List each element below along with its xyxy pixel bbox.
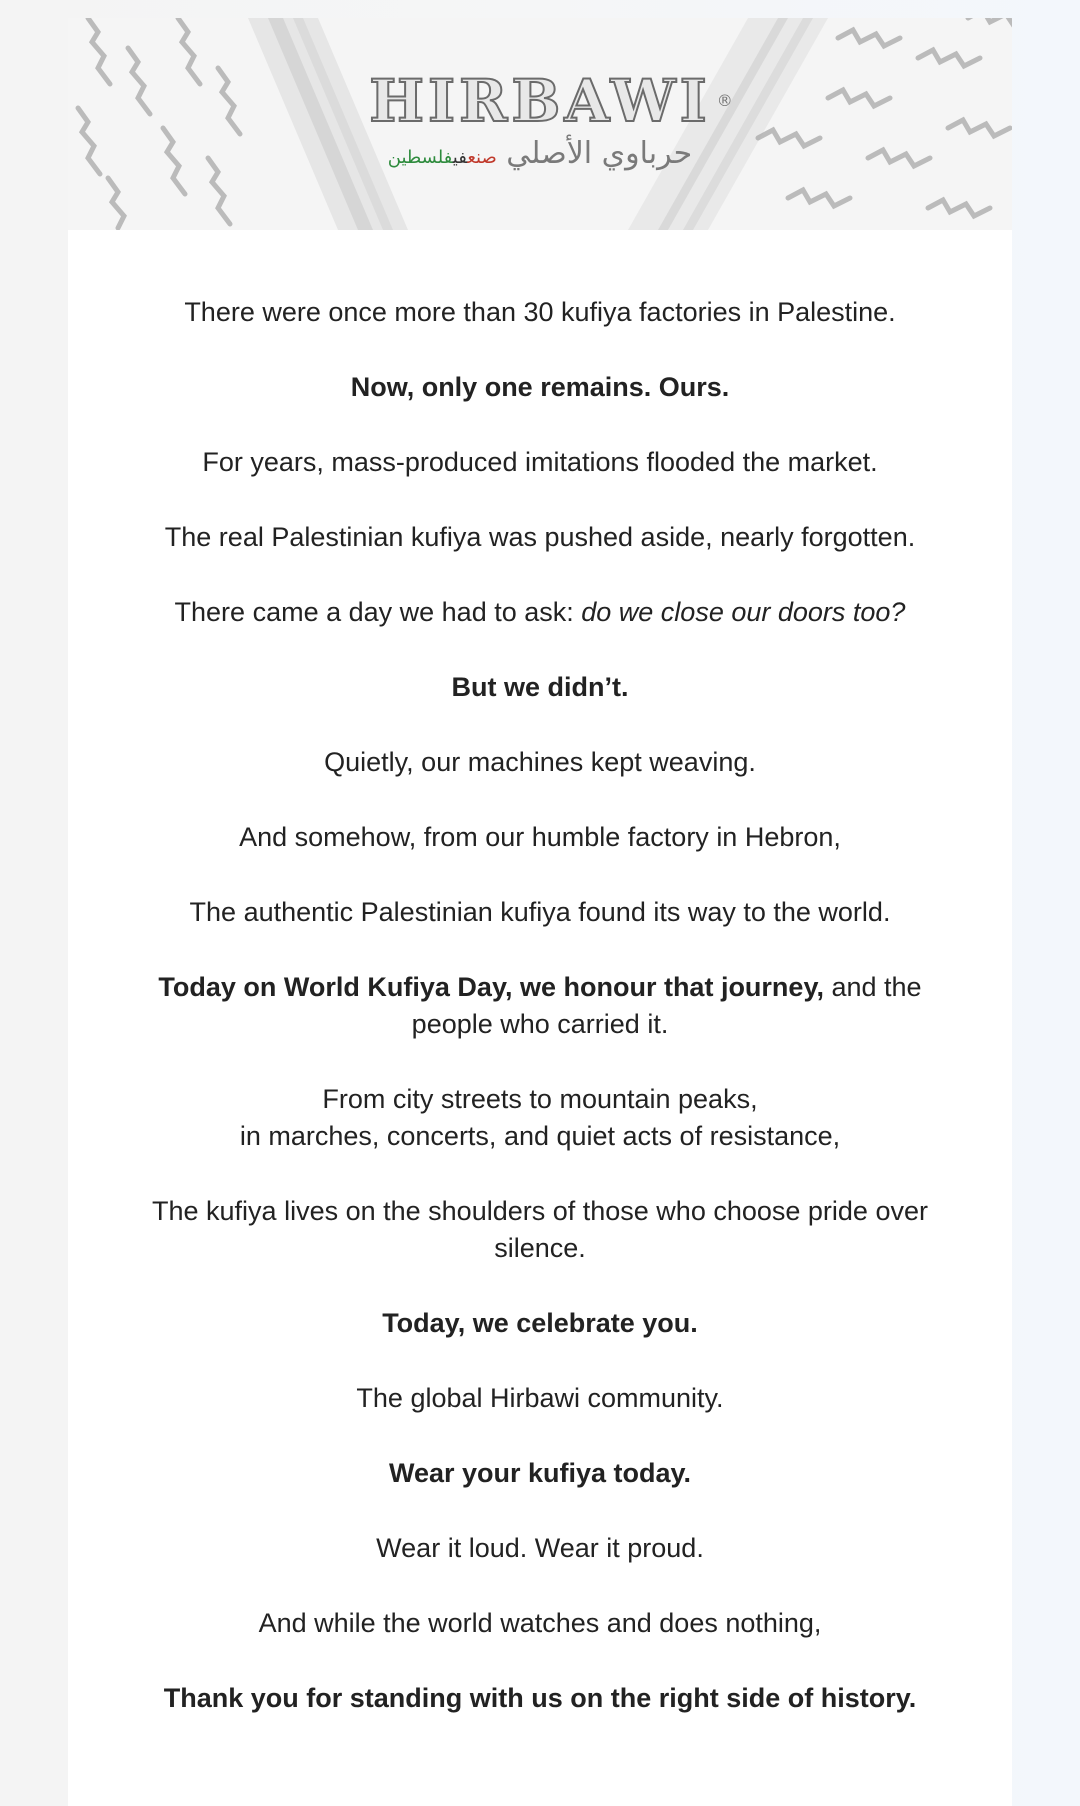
paragraph-wear-kufiya: Wear your kufiya today. [388, 1458, 692, 1488]
arabic-country-label: فلسطين [387, 147, 453, 168]
paragraph-pushed-aside: The real Palestinian kufiya was pushed aside, nearly forgotten. [164, 522, 916, 552]
paragraph-machines: Quietly, our machines kept weaving. [324, 747, 756, 777]
brand-logo [68, 67, 1012, 178]
city-streets-line1: From city streets to mountain peaks, [322, 1084, 758, 1114]
paragraph-wear-loud: Wear it loud. Wear it proud. [376, 1533, 704, 1563]
city-streets-line2: in marches, concerts, and quiet acts of resistance, [239, 1121, 841, 1151]
arabic-brand-name: حرباوي الأصلي [506, 136, 693, 171]
logo-text: HIRBAWI [369, 67, 711, 135]
paragraph-imitations: For years, mass-produced imitations flooded the market. [202, 447, 878, 477]
paragraph-hebron: And somehow, from our humble factory in Hebron, [239, 822, 841, 852]
email-body [68, 230, 1012, 1717]
header-banner [68, 18, 1012, 230]
paragraph-world-watches: And while the world watches and does nothing, [258, 1608, 822, 1638]
registered-mark: ® [716, 91, 733, 110]
paragraph-community: The global Hirbawi community. [356, 1383, 724, 1413]
logo-arabic-tagline [68, 134, 1012, 178]
close-doors-text: There came a day we had to ask: [174, 597, 582, 627]
paragraph-close-doors [150, 594, 930, 631]
world-kufiya-day-text: and the people who carried it. [411, 972, 922, 1039]
paragraph-thank-you: Thank you for standing with us on the right side of history. [163, 1683, 917, 1713]
paragraph-shoulders: The kufiya lives on the shoulders of those who choose pride over silence. [152, 1196, 928, 1263]
email-container [68, 18, 1012, 1806]
paragraph-authentic-kufiya: The authentic Palestinian kufiya found its way to the world. [189, 897, 891, 927]
logo-wordmark [369, 67, 733, 135]
world-kufiya-day-bold: Today on World Kufiya Day, we honour that journey, [158, 972, 824, 1002]
paragraph-factories: There were once more than 30 kufiya factories in Palestine. [184, 297, 896, 327]
arabic-made-label: صنع [467, 147, 497, 168]
close-doors-question: do we close our doors too? [581, 597, 906, 627]
paragraph-celebrate: Today, we celebrate you. [382, 1308, 698, 1338]
paragraph-city-streets [150, 1081, 930, 1155]
paragraph-one-remains: Now, only one remains. Ours. [350, 372, 730, 402]
paragraph-we-didnt: But we didn’t. [451, 672, 629, 702]
paragraph-world-kufiya-day [150, 969, 930, 1043]
arabic-in-label: في [452, 147, 468, 168]
